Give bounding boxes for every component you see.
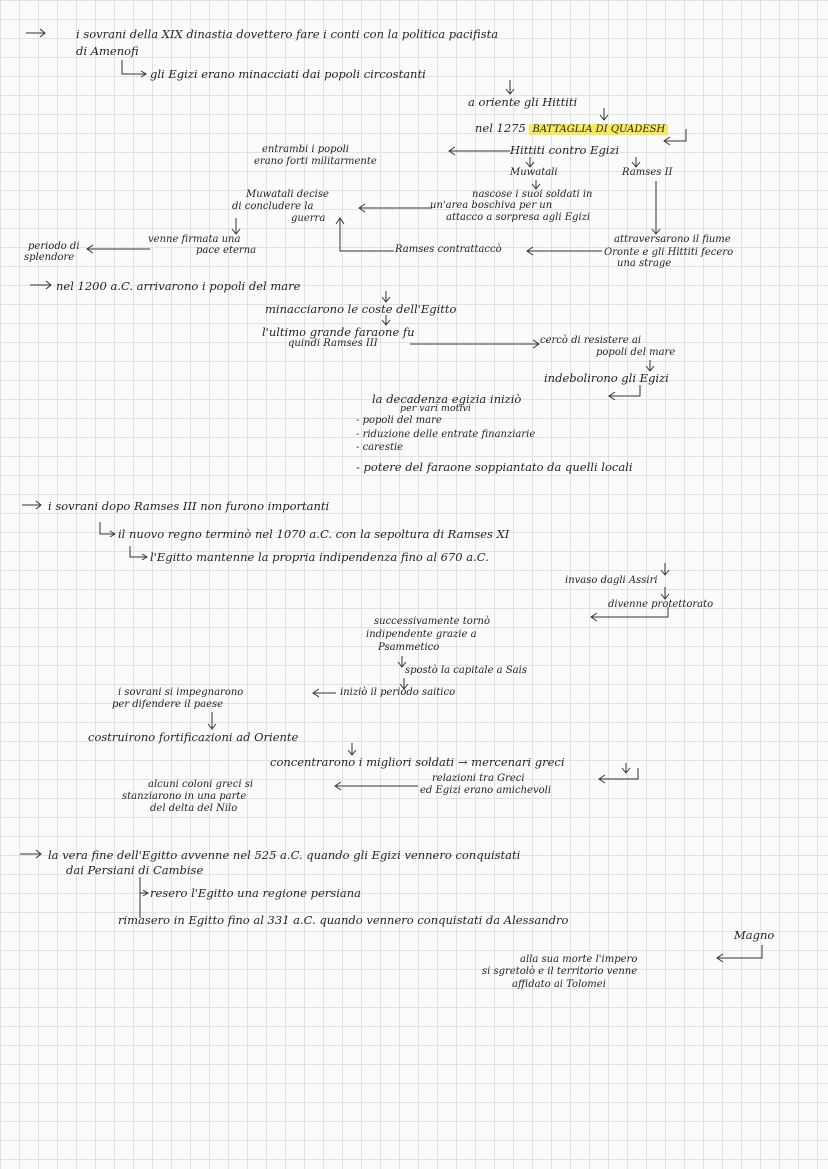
note-line: erano forti militarmente [254, 156, 377, 167]
note-line: Psammetico [378, 642, 440, 653]
hook-arrow-icon [140, 877, 148, 918]
note-line: del delta del Nilo [150, 803, 238, 814]
note-line: venne firmata una [148, 234, 241, 245]
note-line: rimasero in Egitto fino al 331 a.C. quando vennero conquistati da Alessandro [118, 913, 569, 927]
note-line: Oronte e gli Hittiti fecero [604, 247, 734, 258]
note-line: periodo di [28, 241, 80, 252]
note-line: pace eterna [196, 245, 257, 256]
note-line: spostò la capitale a Sais [405, 665, 527, 676]
left-arrow-icon [449, 147, 510, 155]
note-line: i sovrani dopo Ramses III non furono importanti [48, 499, 330, 513]
down-arrow-icon [661, 563, 669, 575]
note-line: gli Egizi erano minacciati dai popoli circostanti [150, 67, 426, 81]
note-line: successivamente tornò [374, 616, 491, 627]
down-arrow-icon [600, 108, 608, 120]
note-line: Muwatali [510, 167, 558, 178]
note-line: per difendere il paese [112, 699, 224, 710]
down-arrow-icon [526, 157, 534, 167]
note-line: Muwatali decise [246, 189, 329, 200]
note-line: divenne protettorato [608, 599, 714, 610]
battle-year: nel 1275 [475, 121, 526, 135]
left-arrow-icon [359, 204, 432, 212]
note-line: relazioni tra Greci [432, 773, 525, 784]
note-line: minacciarono le coste dell'Egitto [265, 302, 457, 316]
down-arrow-icon [382, 291, 390, 302]
note-line: un'area boschiva per un [430, 200, 553, 211]
down-arrow-icon [232, 218, 240, 234]
left-arrow-icon [717, 945, 762, 962]
battle-highlight: BATTAGLIA DI QUADESH [529, 124, 668, 135]
note-line: per vari motivi [400, 403, 471, 414]
note-line: nascose i suoi soldati in [472, 189, 593, 200]
note-line: quindi Ramses III [288, 338, 378, 349]
note-line: alla sua morte l'impero [520, 954, 638, 965]
down-arrow-icon [652, 181, 660, 234]
note-line: di Amenofi [76, 44, 139, 58]
note-line: iniziò il periodo saitico [340, 687, 456, 698]
note-line: attacco a sorpresa agli Egizi [446, 212, 591, 223]
hook-arrow-icon [100, 522, 115, 537]
note-line: popoli del mare [596, 347, 676, 358]
note-line: affidato ai Tolomei [512, 979, 606, 990]
note-line: si sgretolò e il territorio venne [482, 966, 638, 977]
down-arrow-icon [506, 80, 514, 94]
left-arrow-icon [87, 245, 150, 253]
bullet-arrow-icon [30, 281, 51, 289]
note-line [475, 122, 668, 136]
note-line: Ramses II [622, 167, 673, 178]
left-arrow-icon [599, 768, 638, 783]
left-arrow-icon [313, 689, 336, 697]
note-line: Magno [734, 928, 775, 942]
hook-arrow-icon [122, 60, 146, 77]
note-line: di concludere la [232, 201, 314, 212]
left-arrow-icon [336, 218, 394, 251]
down-arrow-icon [661, 587, 669, 599]
note-line: cercò di resistere ai [540, 335, 642, 346]
note-line: indebolirono gli Egizi [544, 371, 669, 385]
down-arrow-icon [382, 315, 390, 325]
down-arrow-icon [348, 743, 356, 755]
note-line: alcuni coloni greci si [148, 779, 254, 790]
note-line: resero l'Egitto una regione persiana [150, 886, 362, 900]
note-line: la vera fine dell'Egitto avvenne nel 525 a.C. quando gli Egizi vennero conquistati [48, 848, 521, 862]
note-line: splendore [24, 252, 75, 263]
note-line: nel 1200 a.C. arrivarono i popoli del mare [56, 279, 301, 293]
bullet-arrow-icon [22, 501, 41, 509]
note-line: invaso dagli Assiri [565, 575, 658, 586]
note-line: i sovrani si impegnarono [118, 687, 244, 698]
note-line: l'ultimo grande faraone fu [262, 325, 415, 339]
list-item: - potere del faraone soppiantato da quelli locali [356, 460, 633, 474]
note-line: a oriente gli Hittiti [468, 95, 578, 109]
hook-arrow-icon [130, 546, 147, 560]
note-line: una strage [617, 258, 672, 269]
down-arrow-icon [208, 712, 216, 729]
bullet-arrow-icon [26, 29, 45, 37]
down-arrow-icon [532, 180, 540, 189]
note-line: Hittiti contro Egizi [510, 143, 620, 157]
down-arrow-icon [632, 157, 640, 167]
note-line: attraversarono il fiume [614, 234, 731, 245]
note-line: Ramses contrattaccò [395, 244, 502, 255]
left-arrow-icon [335, 782, 418, 790]
list-item: - popoli del mare [356, 415, 442, 426]
note-line: ed Egizi erano amichevoli [420, 785, 552, 796]
note-line: costruirono fortificazioni ad Oriente [88, 730, 299, 744]
left-arrow-icon [527, 247, 602, 255]
note-line: i sovrani della XIX dinastia dovettero fare i conti con la politica pacifista [76, 27, 499, 41]
list-item: - riduzione delle entrate finanziarie [356, 429, 536, 440]
down-arrow-icon [622, 763, 630, 773]
note-line: dai Persiani di Cambise [66, 863, 204, 877]
note-line: il nuovo regno terminò nel 1070 a.C. con la sepoltura di Ramses XI [118, 527, 510, 541]
note-line: la decadenza egizia iniziò [372, 392, 522, 406]
note-line: l'Egitto mantenne la propria indipendenza fino al 670 a.C. [150, 550, 489, 564]
list-item: - carestie [356, 442, 404, 453]
right-arrow-icon [410, 340, 539, 348]
note-line: entrambi i popoli [262, 144, 349, 155]
down-arrow-icon [646, 360, 654, 371]
note-line: concentrarono i migliori soldati → mercenari greci [270, 755, 565, 769]
note-line: guerra [291, 213, 326, 224]
note-line: indipendente grazie a [366, 629, 477, 640]
left-arrow-icon [609, 385, 640, 400]
bullet-arrow-icon [20, 850, 41, 858]
note-line: stanziarono in una parte [122, 791, 247, 802]
